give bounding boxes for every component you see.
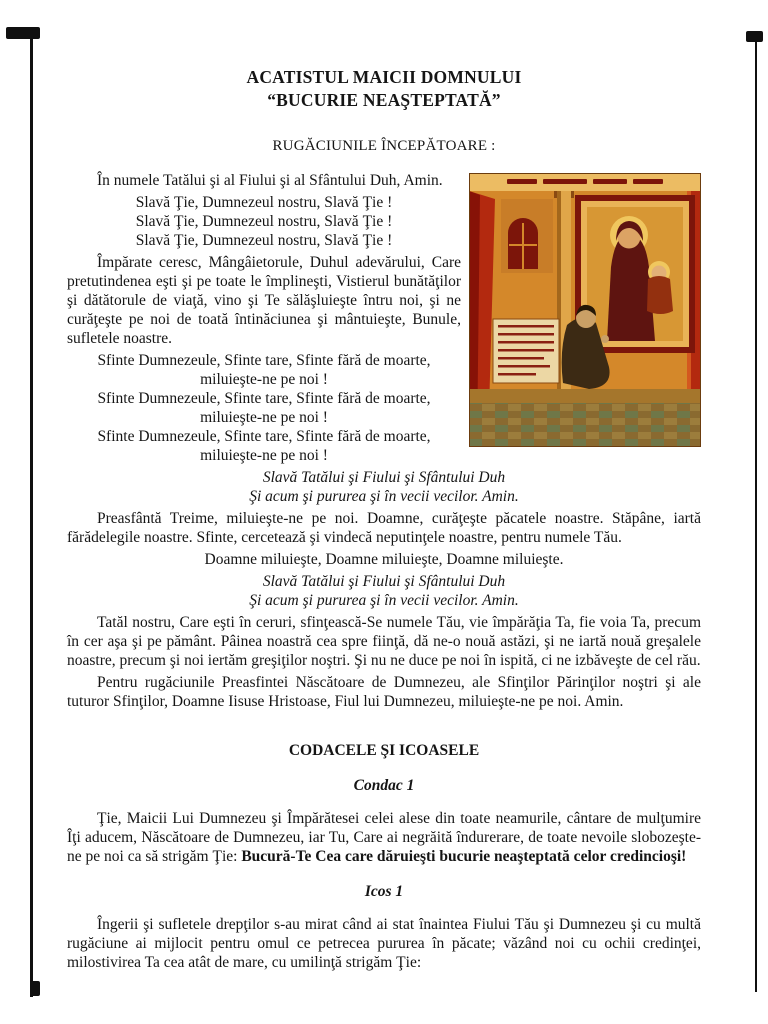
heading-icos-1: Icos 1 <box>364 883 404 900</box>
prayer-doamne-miluieste: Doamne miluieşte, Doamne miluieşte, Doamne miluieşte. <box>204 551 564 568</box>
scan-artifact-left-edge <box>30 39 33 997</box>
prayer-si-acum: Şi acum şi pururea şi în vecii vecilor. Amin. <box>249 488 519 505</box>
scan-artifact-right-edge <box>755 42 757 992</box>
title-line-2: “BUCURIE NEAŞTEPTATĂ” <box>267 90 501 110</box>
prayer-pentru-rugaciunile: Pentru rugăciunile Preasfintei Născătoare de Dumnezeu, ale Sfinţilor Părinţilor noştri şi ale tuturor Sfinţilor, Doamne Iisuse Hristoase, Fiul lui Dumnezeu, miluieşte-ne pe noi. Amin. <box>67 674 701 710</box>
prayer-slava-tie-line: Slavă Ţie, Dumnezeul nostru, Slavă Ţie ! <box>135 194 393 211</box>
condac-1-text: Ţie, Maicii Lui Dumnezeu şi Împărătesei celei alese din toate neamurile, cântare de mulţumire Îţi aducem, Născătoare de Dumnezeu, iar Tu, Care ai negrăită îndurerare, de toate nevoile slobozeşte-ne pe noi ca să strigăm Ţie: <box>67 810 701 865</box>
prayer-doxology-group <box>67 572 701 610</box>
document-title <box>67 66 701 112</box>
scan-artifact-top-right <box>746 31 763 42</box>
icos-1-paragraph: Îngerii şi sufletele drepţilor s-au mirat când ai stat înaintea Fiului Tău şi Dumnezeu şi cu multă rugăciune ai mijlocit pentru omul ce petrecea pururea în păcate; văzând noi cu ochii credinţei, milostivirea Ta cea atât de mare, cu umilinţă strigăm Ţie: <box>67 916 701 971</box>
prayer-in-numele: În numele Tatălui şi al Fiului şi al Sfântului Duh, Amin. <box>97 172 443 189</box>
prayer-trisagion-line2: miluieşte-ne pe noi ! <box>200 447 328 464</box>
section-heading-codacele: CODACELE ŞI ICOASELE <box>288 742 480 759</box>
prayer-slava-tie-line: Slavă Ţie, Dumnezeul nostru, Slavă Ţie ! <box>135 213 393 230</box>
scan-artifact-top-left <box>6 27 40 39</box>
prayer-doxology-group <box>67 468 701 506</box>
document-body <box>67 171 701 972</box>
condac-1-paragraph <box>67 809 701 866</box>
heading-condac-1: Condac 1 <box>353 777 415 794</box>
prayer-imparate-ceresc: Împărate ceresc, Mângâietorule, Duhul adevărului, Care pretutindenea eşti şi pe toate le împlineşti, Vistierul bunătăţilor şi dătătorule de viaţă, vino şi Te sălăşluieşte întru noi, şi ne curăţeşte pe noi de toată întinăciunea şi mântuieşte, Bunule, sufletele noastre. <box>67 254 461 347</box>
prayer-slava-tie-line: Slavă Ţie, Dumnezeul nostru, Slavă Ţie ! <box>135 232 393 249</box>
prayer-slava-tatalui: Slavă Tatălui şi Fiului şi Sfântului Duh <box>262 573 506 590</box>
title-line-1: ACATISTUL MAICII DOMNULUI <box>246 67 522 87</box>
prayer-trisagion-line2: miluieşte-ne pe noi ! <box>200 409 328 426</box>
document-page <box>67 0 701 972</box>
prayer-trisagion-line1: Sfinte Dumnezeule, Sfinte tare, Sfinte fără de moarte, <box>97 352 431 369</box>
prayer-si-acum: Şi acum şi pururea şi în vecii vecilor. Amin. <box>249 592 519 609</box>
condac-1-refrain: Bucură-Te Cea care dăruieşti bucurie neaşteptată celor credincioşi! <box>241 848 687 865</box>
icon-artwork <box>469 173 701 447</box>
prayer-tatal-nostru: Tatăl nostru, Care eşti în ceruri, sfinţească-Se numele Tău, vie împărăţia Ta, fie voia Ta, precum în cer aşa şi pe pământ. Pâinea noastră cea spre fiinţă, dă ne-o nouă astăzi, şi ne iartă nouă greşalele noastre, precum şi noi iertăm greşiţilor noştri. Şi nu ne duce pe noi în ispită, ci ne izbăveşte de cel rău. <box>67 614 701 669</box>
theotokos-icon-image <box>469 173 701 447</box>
prayer-trisagion-line1: Sfinte Dumnezeule, Sfinte tare, Sfinte fără de moarte, <box>97 390 431 407</box>
prayer-slava-tatalui: Slavă Tatălui şi Fiului şi Sfântului Duh <box>262 469 506 486</box>
opening-prayers-heading: RUGĂCIUNILE ÎNCEPĂTOARE : <box>272 138 496 154</box>
scan-artifact-bottom-left <box>31 981 40 996</box>
prayer-trisagion-line2: miluieşte-ne pe noi ! <box>200 371 328 388</box>
prayer-preasfanta-treime: Preasfântă Treime, miluieşte-ne pe noi. Doamne, curăţeşte păcatele noastre. Stăpâne, iartă fărădelegile noastre. Sfinte, cercetează şi vindecă neputinţele noastre, pentru numele Tău. <box>67 510 701 546</box>
prayer-trisagion-line1: Sfinte Dumnezeule, Sfinte tare, Sfinte fără de moarte, <box>97 428 431 445</box>
